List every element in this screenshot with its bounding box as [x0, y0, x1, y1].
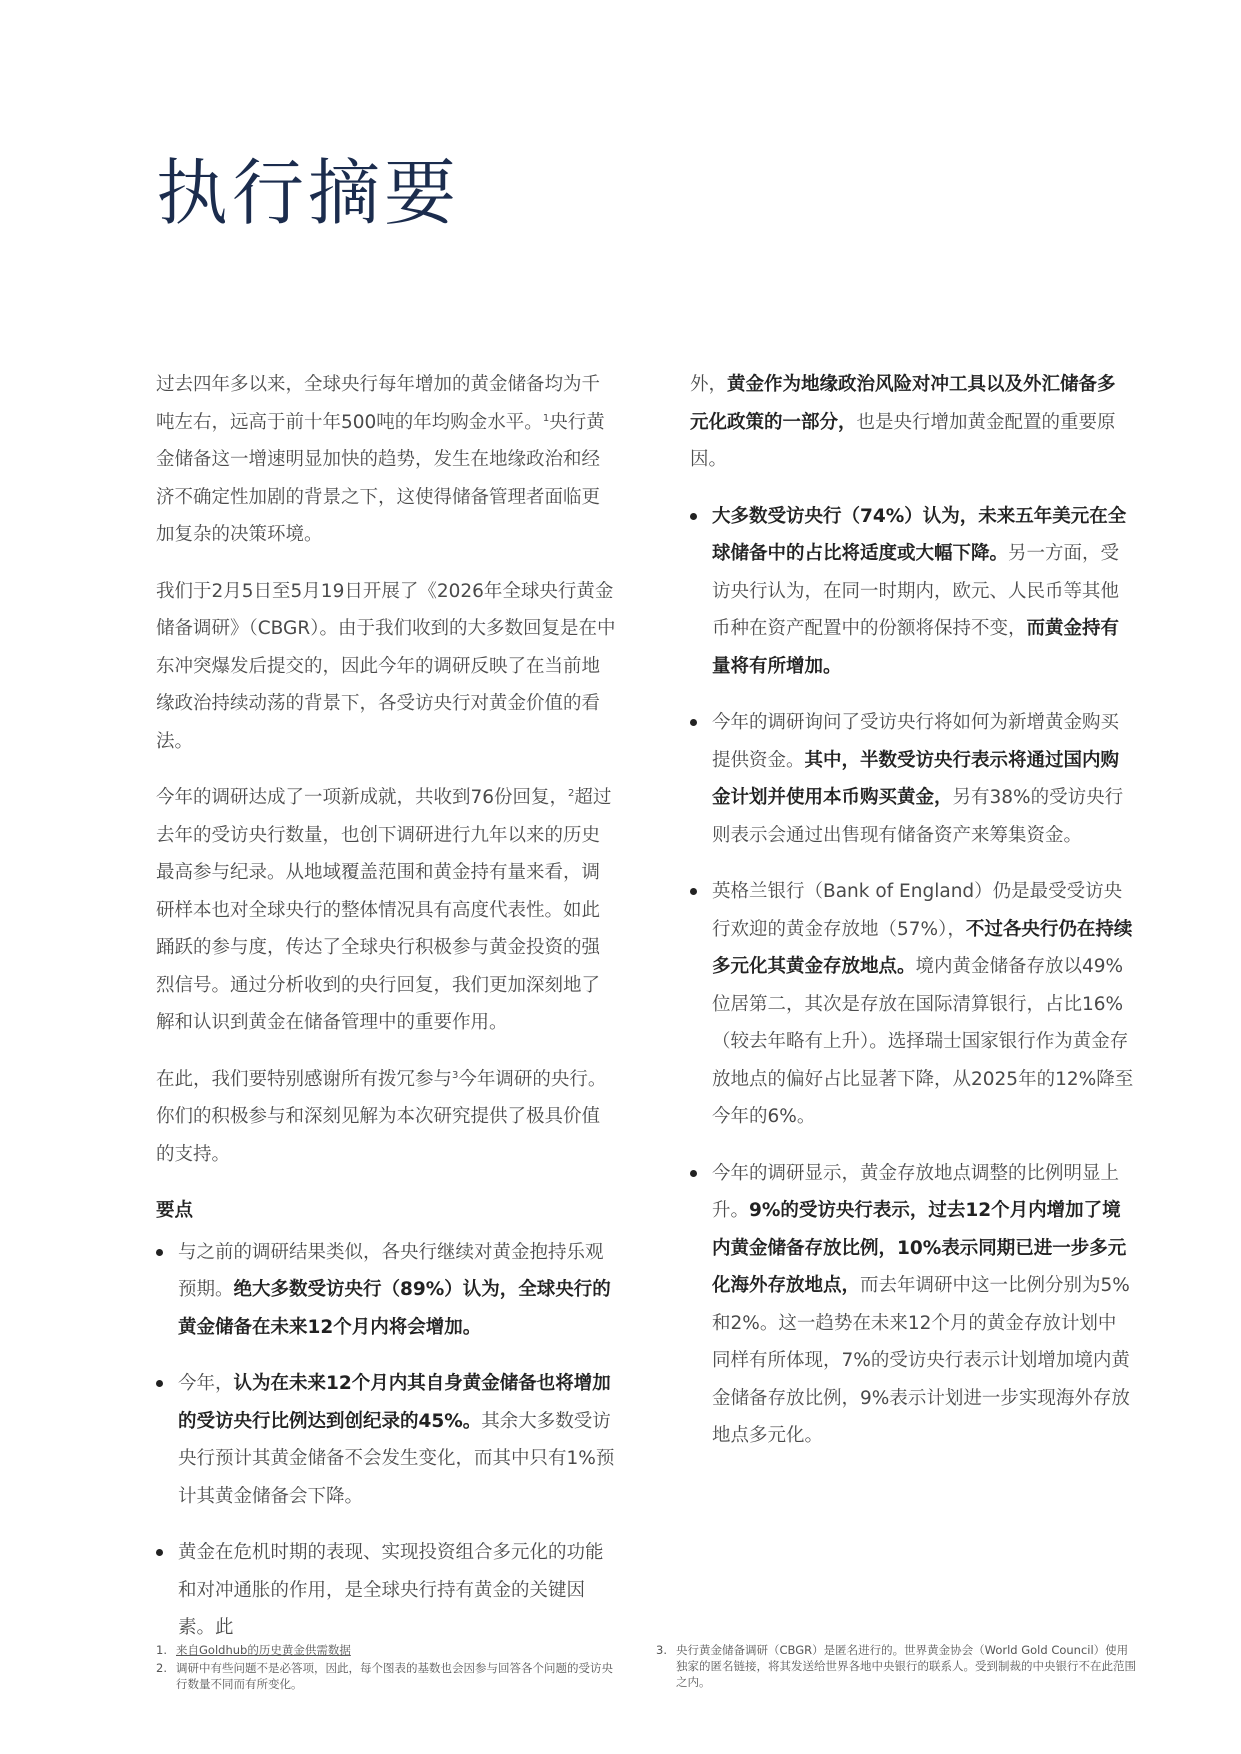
footnote-ref-2[interactable]: 2: [568, 787, 575, 799]
paragraph-achievement: 今年的调研达成了一项新成就，共收到76份回复，$^2$超过去年的受访央行数量，也创下调研进行九年以来的历史最高参与纪录。从地域覆盖范围和黄金持有量来看，调研样本也对全球央行的整体情况具有高度代表性。如此踊跃的参与度，传达了全球央行积极参与黄金投资的强烈信号。通过分析收到的央行回复，我们更加深刻地了解和认识到黄金在储备管理中的重要作用。: [156, 787, 612, 1033]
list-item: 黄金在危机时期的表现、实现投资组合多元化的功能和对冲通胀的作用，是全球央行持有黄金的关键因素。此: [156, 1534, 618, 1647]
right-column: [690, 366, 1134, 1474]
footnote-ref-3[interactable]: 3: [452, 1069, 459, 1081]
footnotes-left: [156, 1642, 621, 1694]
list-item: 外，黄金作为地缘政治风险对冲工具以及外汇储备多元化政策的一部分，也是央行增加黄金配置的重要原因。: [690, 374, 1116, 470]
key-points-heading: 要点: [156, 1200, 194, 1221]
goldhub-link[interactable]: 来自Goldhub的历史黄金供需数据: [176, 1643, 351, 1657]
list-item: 大多数受访央行（74%）认为，未来五年美元在全球储备中的占比将适度或大幅下降。另一方面，受访央行认为，在同一时期内，欧元、人民币等其他币种在资产配置中的份额将保持不变，而黄金持有量将有所增加。: [690, 498, 1134, 686]
list-item: 今年的调研显示，黄金存放地点调整的比例明显上升。9%的受访央行表示，过去12个月内增加了境内黄金储备存放比例，10%表示同期已进一步多元化海外存放地点，而去年调研中这一比例分别为5%和2%。这一趋势在未来12个月的黄金存放计划中同样有所体现，7%的受访央行表示计划增加境内黄金储备存放比例，9%表示计划进一步实现海外存放地点多元化。: [690, 1155, 1134, 1455]
footnotes-right: [656, 1642, 1136, 1692]
list-item: 今年的调研询问了受访央行将如何为新增黄金购买提供资金。其中，半数受访央行表示将通过国内购金计划并使用本币购买黄金，另有38%的受访央行则表示会通过出售现有储备资产来筹集资金。: [690, 704, 1134, 854]
footnote-ref-1[interactable]: 1: [542, 412, 550, 424]
page-title: 执行摘要: [156, 151, 461, 235]
left-column: [156, 366, 618, 1666]
paragraph-thanks: 在此，我们要特别感谢所有拨冗参与$^3$今年调研的央行。你们的积极参与和深刻见解为本次研究提供了极具价值的支持。: [156, 1068, 607, 1165]
key-points-list: [156, 1234, 618, 1647]
paragraph-intro: 过去四年多以来，全球央行每年增加的黄金储备均为千吨左右，远高于前十年500吨的年均购金水平。$^1$央行黄金储备这一增速明显加快的趋势，发生在地缘政治和经济不确定性加剧的背景之下，这使得储备管理者面临更加复杂的决策环境。: [156, 374, 605, 545]
footnote-2: 2. 调研中有些问题不是必答项，因此，每个图表的基数也会因参与回答各个问题的受访央行数量不同而有所变化。: [156, 1661, 613, 1691]
list-item: 英格兰银行（Bank of England）仍是最受受访央行欢迎的黄金存放地（57%），不过各央行仍在持续多元化其黄金存放地点。境内黄金储备存放以49%位居第二，其次是存放在国际清算银行，占比16%（较去年略有上升）。选择瑞士国家银行作为黄金存放地点的偏好占比显著下降，从2025年的12%降至今年的6%。: [690, 873, 1134, 1136]
list-item: 与之前的调研结果类似，各央行继续对黄金抱持乐观预期。绝大多数受访央行（89%）认为，全球央行的黄金储备在未来12个月内将会增加。: [156, 1234, 618, 1347]
key-points-list-continued: [690, 366, 1134, 1455]
list-item: 今年，认为在未来12个月内其自身黄金储备也将增加的受访央行比例达到创纪录的45%。其余大多数受访央行预计其黄金储备不会发生变化，而其中只有1%预计其黄金储备会下降。: [156, 1365, 618, 1515]
footnote-3: 3. 央行黄金储备调研（CBGR）是匿名进行的。世界黄金协会（World Gold Council）使用独家的匿名链接，将其发送给世界各地中央银行的联系人。受到制裁的中央银行不在此范围之内。: [656, 1643, 1136, 1689]
footnote-1: 1. 来自Goldhub的历史黄金供需数据: [156, 1643, 351, 1657]
paragraph-survey: 我们于2月5日至5月19日开展了《2026年全球央行黄金储备调研》（CBGR）。由于我们收到的大多数回复是在中东冲突爆发后提交的，因此今年的调研反映了在当前地缘政治持续动荡的背景下，各受访央行对黄金价值的看法。: [156, 580, 616, 752]
